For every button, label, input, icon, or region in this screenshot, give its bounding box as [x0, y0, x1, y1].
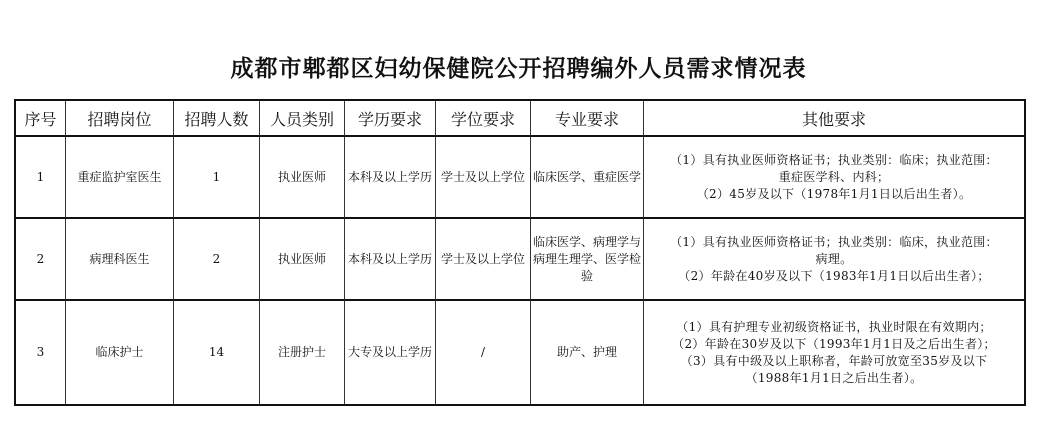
header-position: 招聘岗位 — [66, 101, 174, 137]
cell-degree: 学士及以上学位 — [436, 219, 531, 301]
cell-category: 执业医师 — [260, 137, 345, 219]
header-no: 序号 — [16, 101, 66, 137]
cell-other — [644, 137, 1024, 219]
other-line: 病理。 — [815, 251, 853, 266]
table-row — [16, 301, 1024, 404]
cell-other — [644, 219, 1024, 301]
other-line: （1）具有护理专业初级资格证书，执业时限在有效期内； — [676, 319, 992, 334]
cell-education: 本科及以上学历 — [345, 219, 436, 301]
header-count: 招聘人数 — [174, 101, 260, 137]
other-line: （3）具有中级及以上职称者，年龄可放宽至35岁及以下 — [680, 353, 988, 368]
cell-degree: 学士及以上学位 — [436, 137, 531, 219]
cell-position: 病理科医生 — [66, 219, 174, 301]
table-row — [16, 137, 1024, 219]
cell-position: 临床护士 — [66, 301, 174, 404]
other-line: （2）45岁及以下（1978年1月1日以后出生者）。 — [696, 186, 972, 201]
cell-other — [644, 301, 1024, 404]
cell-major: 临床医学、重症医学 — [531, 137, 644, 219]
cell-no: 3 — [16, 301, 66, 404]
cell-no: 1 — [16, 137, 66, 219]
header-major: 专业要求 — [531, 101, 644, 137]
cell-category: 注册护士 — [260, 301, 345, 404]
other-line: （2）年龄在40岁及以下（1983年1月1日以后出生者）； — [678, 268, 990, 283]
cell-education: 本科及以上学历 — [345, 137, 436, 219]
cell-major: 临床医学、病理学与病理生理学、医学检验 — [531, 219, 644, 301]
cell-category: 执业医师 — [260, 219, 345, 301]
recruitment-table — [14, 99, 1026, 406]
cell-position: 重症监护室医生 — [66, 137, 174, 219]
other-line: （2）年龄在30岁及以下（1993年1月1日及之后出生者）； — [672, 336, 996, 351]
other-line: （1）具有执业医师资格证书；执业类别：临床；执业范围： — [670, 152, 998, 167]
cell-education: 大专及以上学历 — [345, 301, 436, 404]
cell-degree: / — [436, 301, 531, 404]
header-category: 人员类别 — [260, 101, 345, 137]
other-line: （1）具有执业医师资格证书；执业类别：临床，执业范围： — [670, 234, 998, 249]
table-header-row — [16, 101, 1024, 137]
header-education: 学历要求 — [345, 101, 436, 137]
other-line: 重症医学科、内科； — [778, 169, 890, 184]
cell-count: 1 — [174, 137, 260, 219]
page-title: 成都市郫都区妇幼保健院公开招聘编外人员需求情况表 — [230, 56, 807, 82]
header-degree: 学位要求 — [436, 101, 531, 137]
header-other: 其他要求 — [644, 101, 1024, 137]
cell-count: 2 — [174, 219, 260, 301]
other-line: （1988年1月1日之后出生者）。 — [745, 370, 923, 385]
table-row — [16, 219, 1024, 301]
cell-major: 助产、护理 — [531, 301, 644, 404]
cell-no: 2 — [16, 219, 66, 301]
cell-count: 14 — [174, 301, 260, 404]
